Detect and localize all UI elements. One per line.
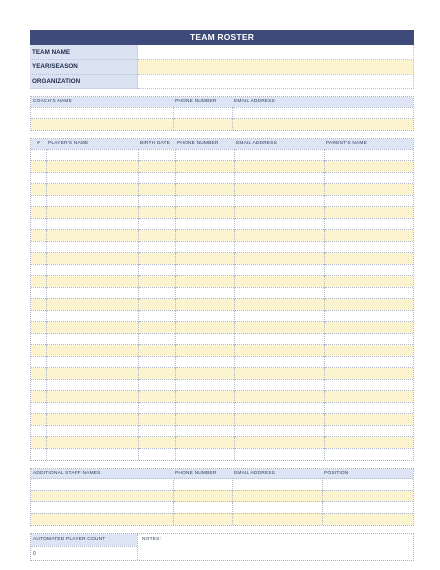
table-cell[interactable] (138, 207, 175, 219)
table-cell[interactable] (322, 490, 413, 502)
table-cell[interactable] (138, 368, 175, 380)
table-cell[interactable] (46, 264, 138, 276)
staff-name-header: ADDITIONAL STAFF NAMES (31, 469, 173, 479)
team-name-field[interactable] (137, 45, 414, 60)
coach-section (30, 96, 414, 131)
table-cell[interactable] (234, 253, 324, 265)
player-count-box (31, 534, 138, 560)
table-cell[interactable] (234, 345, 324, 357)
table-cell[interactable] (324, 310, 413, 322)
table-row (31, 437, 413, 449)
table-cell[interactable] (324, 448, 413, 460)
table-cell[interactable] (138, 345, 175, 357)
table-row (31, 149, 413, 161)
table-cell[interactable] (46, 299, 138, 311)
table-cell[interactable] (31, 425, 46, 437)
table-cell[interactable] (31, 218, 46, 230)
table-cell[interactable] (46, 379, 138, 391)
table-cell[interactable] (46, 287, 138, 299)
table-row (31, 107, 413, 119)
table-row (31, 310, 413, 322)
table-row (31, 161, 413, 173)
table-cell[interactable] (175, 195, 234, 207)
player-rows (31, 149, 413, 460)
staff-phone-header: PHONE NUMBER (173, 469, 232, 479)
organization-field[interactable] (137, 74, 414, 89)
table-cell[interactable] (31, 391, 46, 403)
table-cell[interactable] (138, 172, 175, 184)
table-cell[interactable] (138, 391, 175, 403)
table-cell[interactable] (138, 310, 175, 322)
table-cell[interactable] (175, 207, 234, 219)
table-cell[interactable] (138, 149, 175, 161)
staff-position-header: POSITION (322, 469, 413, 479)
table-cell[interactable] (175, 368, 234, 380)
table-cell[interactable] (234, 379, 324, 391)
table-cell[interactable] (234, 264, 324, 276)
table-cell[interactable] (46, 241, 138, 253)
table-cell[interactable] (324, 345, 413, 357)
table-cell[interactable] (138, 437, 175, 449)
table-row (31, 356, 413, 368)
table-cell[interactable] (31, 513, 173, 525)
table-cell[interactable] (234, 276, 324, 288)
table-cell[interactable] (173, 490, 232, 502)
table-cell[interactable] (31, 402, 46, 414)
table-cell[interactable] (31, 276, 46, 288)
table-cell[interactable] (46, 448, 138, 460)
table-row (31, 276, 413, 288)
team-name-label: TEAM NAME (30, 45, 137, 60)
table-cell[interactable] (46, 437, 138, 449)
table-cell[interactable] (175, 287, 234, 299)
table-row (31, 345, 413, 357)
table-cell[interactable] (324, 368, 413, 380)
table-cell[interactable] (234, 230, 324, 242)
table-cell[interactable] (138, 161, 175, 173)
table-row (31, 287, 413, 299)
table-cell[interactable] (234, 368, 324, 380)
table-cell[interactable] (324, 414, 413, 426)
player-name-header: PLAYER'S NAME (46, 139, 138, 149)
player-phone-header: PHONE NUMBER (175, 139, 234, 149)
table-cell[interactable] (46, 172, 138, 184)
table-cell[interactable] (46, 345, 138, 357)
table-cell[interactable] (175, 402, 234, 414)
table-cell[interactable] (46, 356, 138, 368)
table-cell[interactable] (46, 402, 138, 414)
table-cell[interactable] (324, 356, 413, 368)
table-cell[interactable] (324, 264, 413, 276)
table-cell[interactable] (175, 391, 234, 403)
table-cell[interactable] (324, 241, 413, 253)
table-cell[interactable] (234, 184, 324, 196)
table-cell[interactable] (234, 448, 324, 460)
table-cell[interactable] (232, 513, 322, 525)
table-cell[interactable] (234, 195, 324, 207)
table-cell[interactable] (234, 218, 324, 230)
table-cell[interactable] (46, 276, 138, 288)
table-row (31, 195, 413, 207)
table-cell[interactable] (46, 149, 138, 161)
footer-section (30, 533, 414, 561)
table-cell[interactable] (31, 287, 46, 299)
table-cell[interactable] (175, 414, 234, 426)
table-cell[interactable] (234, 437, 324, 449)
table-cell[interactable] (138, 299, 175, 311)
table-cell[interactable] (175, 310, 234, 322)
table-cell[interactable] (175, 437, 234, 449)
table-row (31, 119, 413, 131)
table-cell[interactable] (46, 310, 138, 322)
table-cell[interactable] (175, 161, 234, 173)
table-row (31, 425, 413, 437)
table-row (31, 207, 413, 219)
table-cell[interactable] (232, 490, 322, 502)
table-cell[interactable] (138, 379, 175, 391)
table-cell[interactable] (175, 276, 234, 288)
table-cell[interactable] (138, 448, 175, 460)
notes-label: NOTES: (142, 536, 162, 542)
table-cell[interactable] (324, 149, 413, 161)
table-cell[interactable] (175, 425, 234, 437)
table-row (31, 479, 413, 491)
table-cell[interactable] (31, 184, 46, 196)
table-cell[interactable] (175, 356, 234, 368)
table-cell[interactable] (46, 230, 138, 242)
table-cell[interactable] (175, 184, 234, 196)
table-cell[interactable] (31, 161, 46, 173)
table-row (31, 172, 413, 184)
year-season-field[interactable] (137, 60, 414, 75)
player-email-header: EMAIL ADDRESS (234, 139, 324, 149)
table-cell[interactable] (234, 241, 324, 253)
table-cell[interactable] (138, 356, 175, 368)
table-cell[interactable] (324, 322, 413, 334)
table-cell[interactable] (138, 184, 175, 196)
table-cell[interactable] (175, 253, 234, 265)
notes-box[interactable] (138, 534, 413, 560)
table-cell[interactable] (175, 149, 234, 161)
table-cell[interactable] (31, 502, 173, 514)
table-cell[interactable] (31, 264, 46, 276)
table-cell[interactable] (46, 218, 138, 230)
table-cell[interactable] (31, 356, 46, 368)
organization-label: ORGANIZATION (30, 74, 137, 89)
table-cell[interactable] (31, 149, 46, 161)
table-cell[interactable] (324, 276, 413, 288)
table-cell[interactable] (234, 322, 324, 334)
table-cell[interactable] (138, 218, 175, 230)
table-cell[interactable] (234, 391, 324, 403)
staff-rows (31, 479, 413, 525)
table-row (31, 368, 413, 380)
table-cell[interactable] (31, 172, 46, 184)
coach-name-header: COACH'S NAME (31, 97, 173, 107)
table-cell[interactable] (324, 172, 413, 184)
table-row (31, 502, 413, 514)
table-cell[interactable] (175, 241, 234, 253)
table-cell[interactable] (46, 333, 138, 345)
table-cell[interactable] (46, 161, 138, 173)
table-row (31, 322, 413, 334)
table-cell[interactable] (138, 195, 175, 207)
table-cell[interactable] (173, 479, 232, 491)
table-cell[interactable] (46, 195, 138, 207)
table-cell[interactable] (175, 379, 234, 391)
table-cell[interactable] (46, 322, 138, 334)
table-cell[interactable] (138, 276, 175, 288)
table-cell[interactable] (175, 299, 234, 311)
parent-name-header: PARENT'S NAME (324, 139, 413, 149)
table-cell[interactable] (31, 322, 46, 334)
table-cell[interactable] (234, 287, 324, 299)
table-cell[interactable] (324, 161, 413, 173)
table-cell[interactable] (138, 414, 175, 426)
table-cell[interactable] (232, 502, 322, 514)
table-cell[interactable] (234, 402, 324, 414)
table-cell[interactable] (234, 207, 324, 219)
table-cell[interactable] (234, 310, 324, 322)
table-cell[interactable] (324, 253, 413, 265)
team-info-table (30, 45, 414, 89)
table-cell[interactable] (234, 333, 324, 345)
table-cell[interactable] (175, 333, 234, 345)
table-row (31, 513, 413, 525)
table-cell[interactable] (31, 448, 46, 460)
table-cell[interactable] (31, 230, 46, 242)
table-cell[interactable] (324, 195, 413, 207)
table-cell[interactable] (234, 414, 324, 426)
table-cell[interactable] (138, 264, 175, 276)
table-cell[interactable] (324, 379, 413, 391)
table-row (31, 379, 413, 391)
table-cell[interactable] (31, 368, 46, 380)
table-cell[interactable] (322, 479, 413, 491)
table-cell[interactable] (31, 379, 46, 391)
table-row (31, 490, 413, 502)
player-count-label: AUTOMATED PLAYER COUNT (31, 534, 137, 546)
coach-email-header: EMAIL ADDRESS (232, 97, 413, 107)
table-cell[interactable] (31, 241, 46, 253)
year-season-label: YEAR/SEASON (30, 60, 137, 75)
table-cell[interactable] (31, 333, 46, 345)
staff-email-header: EMAIL ADDRESS (232, 469, 322, 479)
table-cell[interactable] (138, 333, 175, 345)
table-cell[interactable] (234, 149, 324, 161)
table-cell[interactable] (175, 322, 234, 334)
table-cell[interactable] (46, 207, 138, 219)
table-row (31, 218, 413, 230)
table-cell[interactable] (232, 119, 413, 131)
table-cell[interactable] (31, 414, 46, 426)
table-row (31, 448, 413, 460)
table-cell[interactable] (324, 218, 413, 230)
table-cell[interactable] (175, 218, 234, 230)
table-cell[interactable] (173, 107, 232, 119)
table-cell[interactable] (138, 402, 175, 414)
table-cell[interactable] (31, 490, 173, 502)
table-cell[interactable] (46, 425, 138, 437)
table-cell[interactable] (31, 345, 46, 357)
page-title: TEAM ROSTER (30, 30, 414, 45)
player-count-value: 0 (31, 546, 137, 560)
staff-table (31, 469, 413, 525)
table-cell[interactable] (324, 230, 413, 242)
player-number-header: # (31, 139, 46, 149)
table-cell[interactable] (175, 448, 234, 460)
table-row (31, 253, 413, 265)
table-cell[interactable] (138, 322, 175, 334)
table-row (31, 414, 413, 426)
table-cell[interactable] (175, 230, 234, 242)
table-row (31, 184, 413, 196)
table-cell[interactable] (324, 207, 413, 219)
table-cell[interactable] (31, 479, 173, 491)
table-cell[interactable] (234, 356, 324, 368)
table-cell[interactable] (46, 368, 138, 380)
table-row (31, 402, 413, 414)
table-cell[interactable] (175, 264, 234, 276)
table-cell[interactable] (31, 299, 46, 311)
table-cell[interactable] (322, 502, 413, 514)
table-cell[interactable] (322, 513, 413, 525)
table-cell[interactable] (31, 107, 173, 119)
table-cell[interactable] (46, 253, 138, 265)
table-cell[interactable] (46, 391, 138, 403)
table-cell[interactable] (46, 184, 138, 196)
table-cell[interactable] (31, 310, 46, 322)
table-cell[interactable] (31, 437, 46, 449)
table-cell[interactable] (173, 513, 232, 525)
table-cell[interactable] (31, 207, 46, 219)
players-table (31, 139, 413, 460)
table-cell[interactable] (324, 391, 413, 403)
table-row (31, 241, 413, 253)
table-cell[interactable] (232, 479, 322, 491)
table-row (31, 299, 413, 311)
table-cell[interactable] (234, 161, 324, 173)
table-cell[interactable] (324, 402, 413, 414)
table-row (31, 391, 413, 403)
table-cell[interactable] (138, 253, 175, 265)
coach-phone-header: PHONE NUMBER (173, 97, 232, 107)
table-cell[interactable] (31, 253, 46, 265)
table-cell[interactable] (324, 437, 413, 449)
table-cell[interactable] (324, 287, 413, 299)
table-cell[interactable] (232, 107, 413, 119)
table-cell[interactable] (173, 119, 232, 131)
table-cell[interactable] (324, 425, 413, 437)
table-cell[interactable] (138, 230, 175, 242)
table-cell[interactable] (234, 172, 324, 184)
roster-sheet (30, 30, 414, 561)
table-row (31, 264, 413, 276)
table-cell[interactable] (234, 299, 324, 311)
table-cell[interactable] (175, 172, 234, 184)
table-cell[interactable] (234, 425, 324, 437)
table-cell[interactable] (324, 299, 413, 311)
players-section (30, 138, 414, 461)
birth-date-header: BIRTH DATE (138, 139, 175, 149)
table-cell[interactable] (138, 287, 175, 299)
table-cell[interactable] (31, 119, 173, 131)
table-cell[interactable] (138, 425, 175, 437)
table-row (31, 333, 413, 345)
table-row (31, 230, 413, 242)
coach-table (31, 97, 413, 130)
staff-section (30, 468, 414, 526)
table-cell[interactable] (175, 345, 234, 357)
table-cell[interactable] (324, 184, 413, 196)
table-cell[interactable] (324, 333, 413, 345)
table-cell[interactable] (46, 414, 138, 426)
table-cell[interactable] (31, 195, 46, 207)
table-cell[interactable] (173, 502, 232, 514)
table-cell[interactable] (138, 241, 175, 253)
